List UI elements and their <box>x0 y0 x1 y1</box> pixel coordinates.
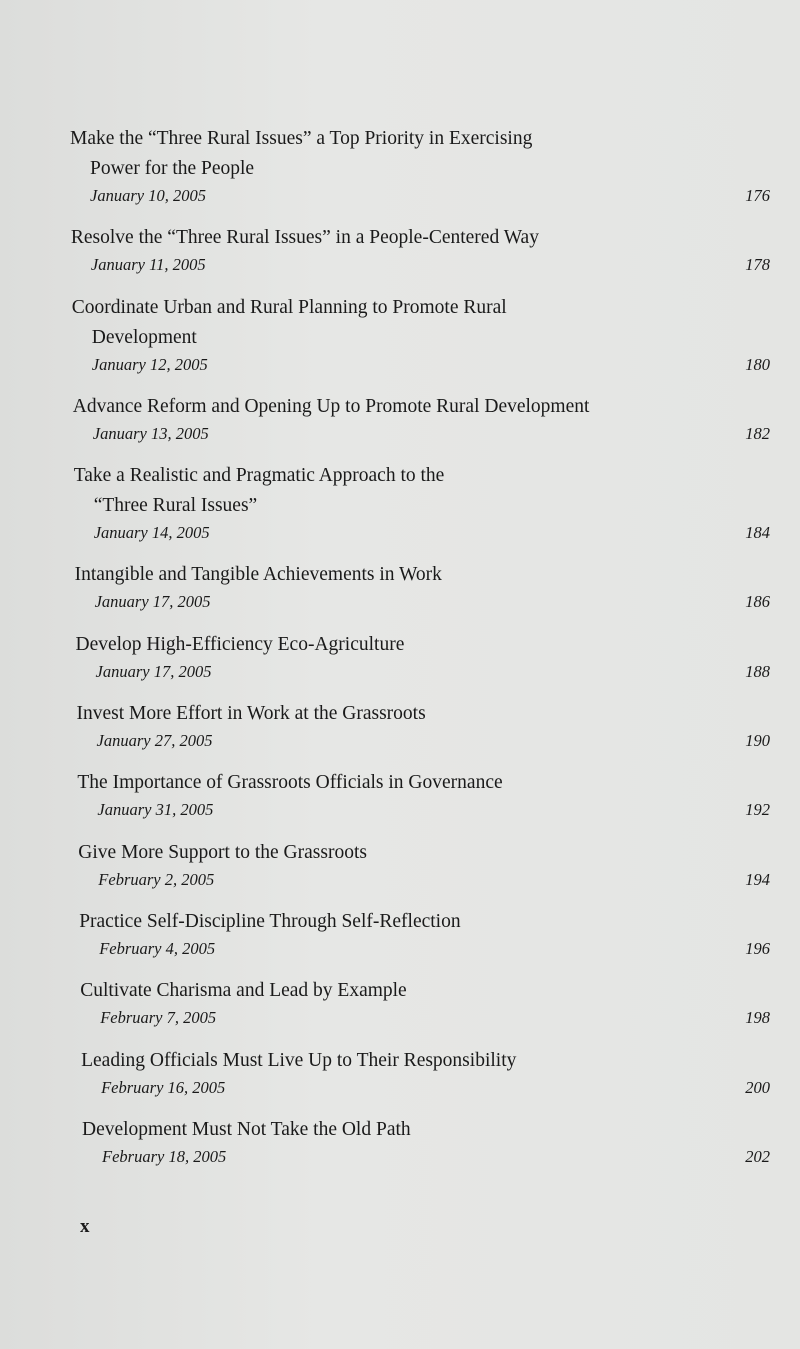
entry-title-line: Take a Realistic and Pragmatic Approach to the <box>73 465 445 487</box>
entry-title-line: Invest More Effort in Work at the Grassroots <box>76 703 426 725</box>
entry-page-number: 190 <box>745 731 770 751</box>
entry-title-line: Resolve the “Three Rural Issues” in a People-Centered Way <box>70 227 539 249</box>
toc-entry <box>80 976 770 1030</box>
entry-page-number: 186 <box>745 592 770 612</box>
entry-title <box>77 768 770 798</box>
entry-title-line: Practice Self-Discipline Through Self-Reflection <box>79 910 461 932</box>
entry-title-line: Develop High-Efficiency Eco-Agriculture <box>75 633 405 655</box>
entry-title <box>77 699 771 729</box>
entry-date: January 11, 2005 <box>90 255 206 275</box>
entry-title-line: Cultivate Charisma and Lead by Example <box>80 980 407 1002</box>
toc-entry <box>77 768 770 822</box>
entry-date: January 27, 2005 <box>96 731 213 751</box>
entry-date: February 4, 2005 <box>99 938 216 958</box>
entry-page-number: 182 <box>745 423 770 443</box>
toc-entry <box>73 392 770 446</box>
entry-page-number: 192 <box>745 800 770 820</box>
entry-date: January 17, 2005 <box>94 592 211 612</box>
entry-date: January 10, 2005 <box>90 186 206 205</box>
entry-title-line: Leading Officials Must Live Up to Their Responsibility <box>81 1049 517 1071</box>
entry-page-number: 194 <box>745 869 770 889</box>
entry-title-line: Make the “Three Rural Issues” a Top Priority in Exercising <box>70 128 533 149</box>
entry-date: January 17, 2005 <box>95 661 212 681</box>
entry-title <box>70 124 770 184</box>
entry-title <box>73 392 770 422</box>
entry-page-number: 198 <box>745 1008 770 1028</box>
entry-title <box>76 630 771 660</box>
entry-title-line: Give More Support to the Grassroots <box>78 841 367 863</box>
entry-page-number: 196 <box>745 938 770 958</box>
entry-title <box>81 1046 770 1076</box>
entry-page-number: 178 <box>745 255 770 275</box>
entry-date: January 31, 2005 <box>97 800 214 820</box>
entry-title-line: Power for the People <box>90 158 255 179</box>
toc-entry <box>76 630 771 684</box>
entry-date: February 18, 2005 <box>102 1146 227 1166</box>
entry-title <box>75 560 770 590</box>
entry-title <box>82 1115 770 1145</box>
entry-page-number: 200 <box>745 1077 770 1097</box>
entry-title-line: Advance Reform and Opening Up to Promote Rural Development <box>72 395 590 417</box>
entry-date: February 7, 2005 <box>100 1008 217 1028</box>
page-folio: x <box>80 1216 90 1237</box>
entry-title <box>74 461 770 521</box>
toc-entry <box>77 699 771 753</box>
entry-title <box>71 223 770 253</box>
toc-entry <box>71 223 770 277</box>
entry-page-number: 180 <box>745 354 770 374</box>
entry-date: February 2, 2005 <box>98 869 215 889</box>
entry-date: January 14, 2005 <box>93 523 210 543</box>
toc-entry <box>78 838 770 892</box>
entry-page-number: 202 <box>745 1146 770 1166</box>
entry-page-number: 184 <box>745 523 770 543</box>
toc-entry <box>74 461 770 545</box>
entry-title-line: Intangible and Tangible Achievements in Work <box>74 564 442 586</box>
toc-entry <box>79 907 770 961</box>
toc-entry <box>72 293 770 377</box>
entry-title <box>80 976 770 1006</box>
entry-date: January 13, 2005 <box>92 423 209 443</box>
toc-entry <box>82 1115 770 1169</box>
toc-entry <box>75 560 770 614</box>
entry-page-number: 188 <box>745 661 770 681</box>
entry-title-line: The Importance of Grassroots Officials in Governance <box>77 772 503 794</box>
toc-entry <box>70 124 770 208</box>
entry-title-line: Coordinate Urban and Rural Planning to Promote Rural <box>71 296 507 318</box>
entry-page-number: 176 <box>745 186 770 205</box>
entry-title-line: Development <box>91 326 197 348</box>
entry-title-line: “Three Rural Issues” <box>93 495 258 517</box>
entry-title-line: Development Must Not Take the Old Path <box>82 1118 411 1140</box>
entry-title <box>72 293 770 353</box>
entry-date: February 16, 2005 <box>101 1077 226 1097</box>
entry-title <box>78 838 770 868</box>
table-of-contents <box>70 124 770 1184</box>
entry-title <box>79 907 770 937</box>
toc-entry <box>81 1046 770 1100</box>
entry-date: January 12, 2005 <box>91 354 208 374</box>
